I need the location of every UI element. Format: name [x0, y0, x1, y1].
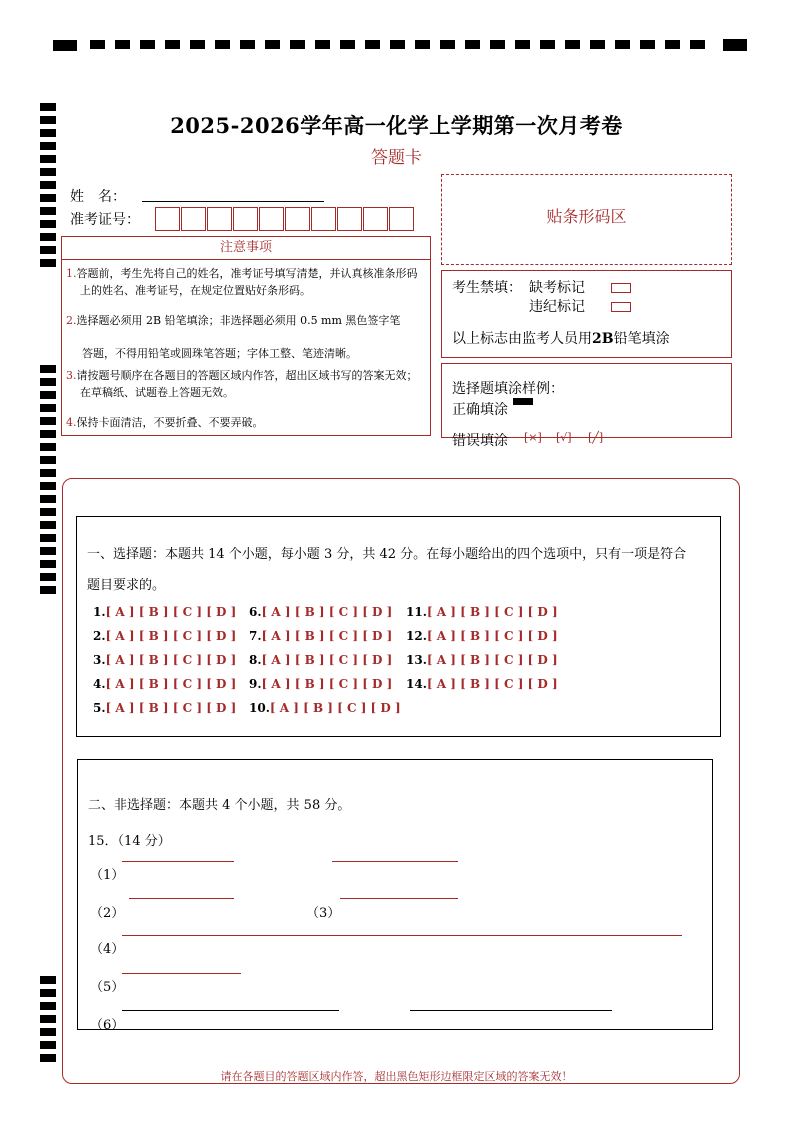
free-response-section	[77, 759, 713, 1033]
answer-sheet-subtitle: 答题卡	[371, 148, 422, 168]
mc-question[interactable]: 6.[ A ] [ B ] [ C ] [ D ]	[249, 605, 393, 619]
id-cell[interactable]	[259, 207, 284, 231]
notice-item-4: 4.保持卡面清洁，不要折叠、不要弄破。	[66, 416, 264, 429]
notice-item-2b: 答题，不得用铅笔或圆珠笔答题；字体工整、笔迹清晰。	[82, 347, 357, 360]
multiple-choice-section	[76, 516, 721, 737]
q15-heading: 15．（14 分）	[88, 834, 171, 849]
id-cell[interactable]	[155, 207, 180, 231]
answer-line[interactable]	[122, 1010, 339, 1011]
id-label: 准考证号：	[70, 212, 140, 228]
part-6-label: （6）	[90, 1018, 125, 1033]
answer-line[interactable]	[410, 1010, 612, 1011]
section1-instructions: 一、选择题：本题共 14 个小题，每小题 3 分，共 42 分。在每小题给出的四个选项中，只有一项是符合	[87, 547, 687, 562]
notice-item-3: 3.请按题号顺序在各题目的答题区域内作答，超出区域书写的答案无效；在草稿纸、试题卷上答题无效。	[66, 369, 418, 399]
section2-instructions: 二、非选择题：本题共 4 个小题，共 58 分。	[88, 798, 351, 813]
id-cell[interactable]	[363, 207, 388, 231]
part-1-label: （1）	[90, 868, 125, 883]
mc-question[interactable]: 14.[ A ] [ B ] [ C ] [ D ]	[406, 677, 558, 691]
proctor-label: 考生禁填：	[452, 280, 522, 296]
name-label: 姓 名：	[70, 189, 126, 205]
notice-item-2: 2.选择题必须用 2B 铅笔填涂；非选择题必须用 0.5 mm 黑色签字笔	[66, 314, 401, 327]
proctor-note: 以上标志由监考人员用2B铅笔填涂	[452, 331, 670, 347]
footer-warning: 请在各题目的答题区域内作答，超出黑色矩形边框限定区域的答案无效！	[220, 1070, 573, 1083]
mc-question[interactable]: 1.[ A ] [ B ] [ C ] [ D ]	[93, 605, 237, 619]
notice-item-1: 1.答题前，考生先将自己的姓名，准考证号填写清楚，并认真核准条形码上的姓名、准考证号，在规定位置贴好条形码。	[66, 267, 418, 297]
part-2-label: （2）	[90, 906, 125, 921]
id-number-cells[interactable]	[155, 207, 415, 231]
part-3-label: （3）	[306, 906, 341, 921]
wrong-mark-check: [√]	[556, 431, 572, 444]
violation-checkbox[interactable]	[611, 302, 631, 312]
mc-question[interactable]: 3.[ A ] [ B ] [ C ] [ D ]	[93, 653, 237, 667]
id-cell[interactable]	[181, 207, 206, 231]
id-cell[interactable]	[233, 207, 258, 231]
mc-question[interactable]: 8.[ A ] [ B ] [ C ] [ D ]	[249, 653, 393, 667]
mc-question[interactable]: 2.[ A ] [ B ] [ C ] [ D ]	[93, 629, 237, 643]
id-cell[interactable]	[311, 207, 336, 231]
id-cell[interactable]	[337, 207, 362, 231]
notice-body	[61, 260, 431, 436]
correct-fill-label: 正确填涂	[452, 402, 508, 418]
section1-instructions-2: 题目要求的。	[87, 578, 166, 593]
id-cell[interactable]	[389, 207, 414, 231]
mc-question[interactable]: 7.[ A ] [ B ] [ C ] [ D ]	[249, 629, 393, 643]
mc-question[interactable]: 13.[ A ] [ B ] [ C ] [ D ]	[406, 653, 558, 667]
exam-title: 2025-2026学年高一化学上学期第一次月考卷	[170, 113, 623, 138]
part-5-label: （5）	[90, 980, 125, 995]
mc-question[interactable]: 11.[ A ] [ B ] [ C ] [ D ]	[406, 605, 558, 619]
sample-heading: 选择题填涂样例：	[452, 381, 564, 397]
wrong-fill-label: 错误填涂	[452, 433, 508, 449]
answer-line[interactable]	[129, 898, 234, 899]
wrong-mark-slash: [╱]	[588, 431, 604, 444]
mc-question[interactable]: 9.[ A ] [ B ] [ C ] [ D ]	[249, 677, 393, 691]
id-cell[interactable]	[285, 207, 310, 231]
answer-line[interactable]	[122, 973, 241, 974]
answer-line[interactable]	[122, 861, 234, 862]
name-field[interactable]	[142, 200, 324, 202]
id-cell[interactable]	[207, 207, 232, 231]
answer-line[interactable]	[340, 898, 458, 899]
answer-line[interactable]	[332, 861, 458, 862]
mc-question[interactable]: 12.[ A ] [ B ] [ C ] [ D ]	[406, 629, 558, 643]
notice-heading: 注意事项	[61, 236, 431, 260]
proctor-box	[441, 270, 732, 358]
barcode-area[interactable]: 贴条形码区	[441, 174, 732, 265]
sample-fill-box	[441, 363, 732, 449]
absent-label: 缺考标记	[529, 280, 585, 296]
mc-question[interactable]: 5.[ A ] [ B ] [ C ] [ D ]	[93, 701, 237, 715]
violation-label: 违纪标记	[529, 299, 585, 315]
mc-question[interactable]: 4.[ A ] [ B ] [ C ] [ D ]	[93, 677, 237, 691]
wrong-mark-x: [×]	[524, 431, 542, 444]
part-4-label: （4）	[90, 942, 125, 957]
mc-question[interactable]: 10.[ A ] [ B ] [ C ] [ D ]	[249, 701, 401, 715]
answer-line[interactable]	[122, 935, 682, 936]
absent-checkbox[interactable]	[611, 283, 631, 293]
correct-fill-mark	[513, 398, 533, 405]
